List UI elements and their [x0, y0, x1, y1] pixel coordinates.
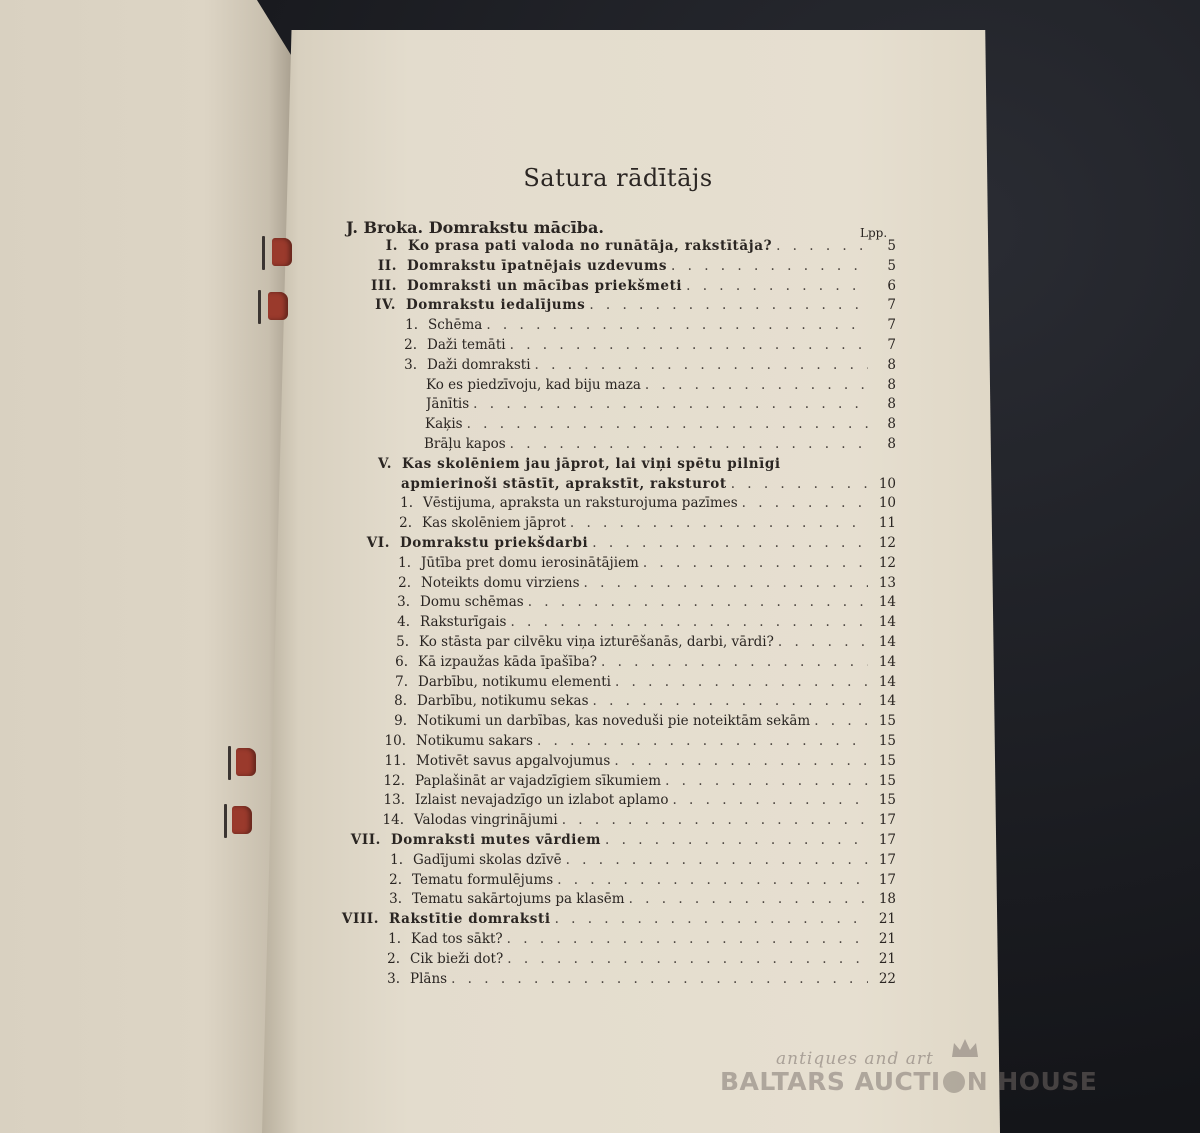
toc-entry-number: 4. [397, 614, 410, 631]
toc-entry [343, 258, 896, 278]
toc-entry-label: Izlaist nevajadzīgo un izlabot aplamo [415, 792, 669, 809]
toc-entry [344, 238, 896, 258]
leader-dots [510, 436, 868, 452]
toc-entry-number: 14. [382, 812, 404, 829]
toc-entry-label: Kas skolēniem jau jāprot, lai viņi spētu pilnīgi [402, 455, 781, 472]
toc-entry-label: Schēma [428, 317, 483, 334]
leader-dots [589, 297, 868, 313]
page-title: Satura rādītājs [523, 164, 713, 192]
toc-entry-label: Domraksti mutes vārdiem [391, 832, 602, 848]
toc-entry-page: 7 [887, 317, 896, 334]
toc-entry-number: 1. [390, 851, 403, 868]
leader-dots [814, 713, 868, 729]
leader-dots [605, 832, 868, 848]
leader-dots [584, 575, 869, 591]
toc-entry-page: 17 [878, 871, 896, 888]
toc-entry-label: Darbību, notikumu sekas [417, 693, 589, 710]
toc-entry-label: Paplašināt ar vajadzīgiem sīkumiem [415, 772, 662, 789]
toc-entry-page: 15 [878, 752, 896, 769]
leader-dots [643, 555, 868, 571]
toc-entry-number: III. [370, 277, 397, 294]
toc-entry-label: Notikumi un darbības, kas noveduši pie noteiktām sekām [417, 713, 811, 730]
toc-entry-number: 8. [394, 693, 407, 710]
stitch-thread [228, 746, 231, 780]
toc-entry-page: 22 [878, 970, 896, 987]
toc-entry-label: Kad tos sākt? [411, 931, 503, 947]
toc-entry [377, 773, 896, 793]
leader-dots [528, 594, 868, 610]
toc-entry-page: 7 [887, 297, 896, 314]
watermark-tagline: antiques and art [776, 1049, 934, 1069]
toc-entry-page: 8 [887, 356, 896, 373]
leader-dots [665, 773, 868, 789]
toc-entry [384, 515, 896, 535]
leader-dots [557, 872, 868, 888]
leader-dots [467, 416, 868, 432]
toc-entry-label: Gadījumi skolas dzīvē [413, 851, 562, 868]
author-heading: J. Broka. Domrakstu mācība. [346, 218, 604, 237]
toc-entry [382, 614, 896, 634]
leader-dots [601, 654, 868, 670]
toc-entry-number: I. [385, 238, 398, 254]
toc-entry-page: 7 [887, 337, 896, 353]
leader-dots [555, 911, 868, 927]
toc-entry [390, 317, 896, 337]
toc-entry-page: 6 [887, 277, 896, 294]
toc-entry [426, 396, 896, 416]
stitch-mark [272, 238, 292, 266]
toc-entry-page: 8 [887, 396, 896, 413]
toc-entry-page: 18 [878, 891, 896, 908]
toc-entry-number: II. [377, 257, 397, 274]
toc-entry [372, 971, 896, 991]
toc-entry-number: 3. [404, 356, 417, 373]
toc-entry [380, 654, 896, 674]
toc-entry-number: 2. [404, 337, 417, 353]
leader-dots [686, 278, 868, 294]
toc-entry [425, 416, 896, 436]
toc-entry-label: Kā izpaužas kāda īpašība? [418, 653, 598, 670]
toc-entry [379, 713, 896, 733]
leader-dots [451, 971, 868, 987]
toc-entry-page: 13 [878, 574, 896, 591]
toc-entry-page: 5 [887, 238, 896, 254]
leader-dots [593, 693, 868, 709]
toc-entry-number: 1. [405, 317, 418, 334]
toc-entry-page: 17 [878, 812, 896, 829]
toc-entry-page: 15 [878, 713, 896, 730]
stitch-mark [236, 748, 256, 776]
leader-dots [537, 733, 868, 749]
toc-entry-label: Daži temāti [427, 337, 506, 353]
toc-entry [325, 911, 896, 931]
toc-entry [381, 634, 896, 654]
toc-entry [377, 792, 896, 812]
toc-entry-number: V. [377, 455, 392, 472]
toc-entry [342, 297, 896, 317]
leader-dots [645, 377, 868, 393]
toc-entry-page: 8 [887, 436, 896, 452]
toc-entry-label: Domrakstu īpatnējais uzdevums [407, 257, 668, 274]
toc-entry [385, 495, 896, 515]
toc-entry-page: 17 [878, 832, 896, 848]
toc-entry-number: 11. [384, 752, 406, 769]
toc-entry-label: Domrakstu iedalījums [406, 297, 586, 314]
toc-entry-number: 7. [395, 673, 408, 690]
toc-entry-number: VIII. [341, 911, 379, 928]
toc-entry-number: 13. [383, 792, 405, 809]
toc-entry [374, 891, 896, 911]
toc-entry [389, 337, 896, 357]
toc-entry-number: IV. [375, 297, 396, 314]
toc-entry-page: 8 [887, 416, 896, 433]
toc-entry-page: 14 [878, 653, 896, 670]
toc-entry-number: 2. [398, 574, 411, 591]
leader-dots [507, 951, 868, 967]
leader-dots [486, 317, 868, 333]
toc-entry-label: Tematu sakārtojums pa klasēm [412, 891, 625, 908]
stitch-thread [262, 236, 265, 270]
leader-dots [742, 495, 868, 511]
leader-dots [778, 634, 868, 650]
toc-entry [337, 476, 896, 496]
toc-entry-number: 2. [399, 515, 412, 532]
toc-entry-page: 14 [878, 594, 896, 611]
leader-dots [535, 357, 868, 373]
toc-entry-label: Kas skolēniem jāprot [422, 515, 566, 532]
leader-dots [570, 515, 868, 531]
toc-entry [372, 951, 896, 971]
toc-entry-label: Plāns [410, 970, 448, 987]
stitch-mark [268, 292, 288, 320]
toc-entry-label: Cik bieži dot? [410, 950, 504, 967]
toc-entry [383, 555, 896, 575]
toc-entry-number: 1. [400, 495, 413, 512]
toc-entry-page: 15 [878, 792, 896, 809]
toc-entry-number: 3. [397, 594, 410, 611]
toc-entry-page: 14 [878, 614, 896, 631]
toc-entry-page: 21 [878, 911, 896, 928]
toc-entry-number: 10. [384, 733, 406, 749]
stitch-mark [232, 806, 252, 834]
leader-dots [473, 396, 868, 412]
toc-entry [374, 872, 896, 892]
toc-entry [343, 278, 896, 298]
toc-entry-page: 12 [878, 535, 896, 551]
leader-dots [592, 535, 868, 551]
toc-entry-label: Jānītis [426, 396, 470, 413]
watermark-brand-part2: N HOUSE [966, 1067, 1098, 1096]
toc-entry-number: 5. [396, 634, 409, 650]
leader-dots [510, 337, 868, 353]
toc-entry [389, 357, 896, 377]
toc-entry-number: 3. [389, 891, 402, 908]
toc-entry-page: 11 [878, 515, 896, 532]
toc-entry-page: 10 [878, 475, 896, 492]
toc-entry-number: 1. [388, 931, 401, 947]
leader-dots [614, 753, 868, 769]
leader-dots [776, 238, 868, 254]
toc-entry-number: 6. [395, 653, 408, 670]
toc-entry-page: 14 [878, 673, 896, 690]
toc-entry-label: apmierinoši stāstīt, aprakstīt, raksturot [401, 475, 727, 492]
toc-entry-number: VII. [350, 832, 381, 848]
toc-entry [378, 753, 896, 773]
leader-dots [629, 891, 868, 907]
toc-entry-label: Vēstijuma, apraksta un raksturojuma pazīmes [423, 495, 738, 512]
toc-entry-label: Valodas vingrinājumi [414, 812, 558, 829]
leader-dots [566, 852, 868, 868]
toc-entry [379, 693, 896, 713]
o-circle-icon [943, 1071, 965, 1093]
stitch-thread [224, 804, 227, 838]
toc-entry-page: 21 [878, 931, 896, 947]
toc-entry-label: Daži domraksti [427, 356, 531, 373]
toc-entry-label: Kaķis [425, 416, 463, 433]
watermark-brand-part1: BALTARS AUCTI [720, 1067, 941, 1096]
toc-entry [378, 733, 896, 753]
toc-entry [382, 594, 896, 614]
watermark-brand [720, 1067, 1097, 1096]
toc-entry [373, 931, 896, 951]
toc-entry-label: Domrakstu priekšdarbi [400, 535, 589, 551]
toc-entry-number: 2. [389, 871, 402, 888]
toc-entry-label: Tematu formulējums [412, 871, 554, 888]
toc-entry-number: 12. [383, 772, 405, 789]
toc-entry-label: Ko stāsta par cilvēku viņa izturēšanās, darbi, vārdi? [419, 634, 774, 650]
toc-entry [383, 575, 896, 595]
table-of-contents [330, 150, 910, 990]
toc-entry-label: Noteikts domu virziens [421, 574, 580, 591]
toc-entry-label: Ko es piedzīvoju, kad biju maza [426, 376, 641, 393]
toc-entry-number: 2. [387, 950, 400, 967]
toc-entry-number: 3. [387, 970, 400, 987]
toc-entry-label: Darbību, notikumu elementi [418, 673, 611, 690]
leader-dots [615, 674, 868, 690]
leader-dots [671, 258, 868, 274]
toc-entry-page: 12 [878, 554, 896, 571]
toc-entry [336, 535, 896, 555]
toc-entry-page: 5 [887, 257, 896, 274]
toc-entry-label: Notikumu sakars [416, 733, 533, 749]
toc-entry [424, 436, 896, 456]
crown-icon [950, 1037, 980, 1059]
leader-dots [562, 812, 868, 828]
toc-entry-page: 15 [878, 772, 896, 789]
toc-entry-label: Brāļu kapos [424, 436, 506, 452]
toc-entry-number: 9. [394, 713, 407, 730]
toc-entry-label: Motivēt savus apgalvojumus [416, 752, 611, 769]
toc-entry-label: Domu schēmas [420, 594, 524, 611]
toc-entry-label: Rakstītie domraksti [389, 911, 551, 928]
toc-entry-page: 8 [887, 376, 896, 393]
toc-entry-label: Jūtība pret domu ierosinātājiem [421, 554, 639, 571]
page-column-label: Lpp. [860, 226, 888, 240]
toc-entry-page: 21 [878, 950, 896, 967]
leader-dots [731, 476, 868, 492]
leader-dots [672, 792, 868, 808]
toc-entry [426, 377, 896, 397]
toc-entry [327, 832, 896, 852]
toc-entry-page: 14 [878, 693, 896, 710]
toc-entry-label: Ko prasa pati valoda no runātāja, rakstītāja? [408, 238, 773, 254]
toc-entry [338, 456, 896, 476]
toc-entry-page: 10 [878, 495, 896, 512]
leader-dots [507, 931, 868, 947]
toc-entry-page: 17 [878, 851, 896, 868]
toc-entry-number: 1. [398, 554, 411, 571]
toc-entry-page: 15 [878, 733, 896, 749]
stitch-thread [258, 290, 261, 324]
toc-entry-number: VI. [366, 535, 390, 551]
toc-entry-page: 14 [878, 634, 896, 650]
auction-watermark [720, 1045, 1120, 1115]
leader-dots [510, 614, 868, 630]
toc-entry-label: Raksturīgais [420, 614, 507, 631]
toc-entry [375, 852, 896, 872]
toc-entry-label: Domraksti un mācības priekšmeti [407, 277, 683, 294]
toc-entry [376, 812, 896, 832]
toc-entry [380, 674, 896, 694]
toc-entries [330, 150, 910, 990]
left-book-page [0, 0, 292, 1133]
